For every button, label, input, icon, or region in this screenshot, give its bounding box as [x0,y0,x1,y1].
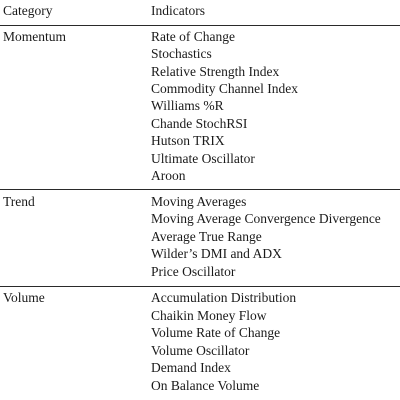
indicator-item: On Balance Volume [151,378,260,393]
header-rule [0,25,400,26]
indicator-item: Accumulation Distribution [151,290,297,305]
indicator-item: Aroon [151,168,186,183]
category-momentum: Momentum [3,29,66,44]
indicator-item: Demand Index [151,360,231,375]
group-rule [0,189,400,190]
indicator-item: Chande StochRSI [151,116,248,131]
group-rule [0,286,400,287]
indicator-item: Price Oscillator [151,264,236,279]
indicator-item: Relative Strength Index [151,64,280,79]
indicator-item: Volume Oscillator [151,343,250,358]
category-volume: Volume [3,290,45,305]
indicator-item: Williams %R [151,98,224,113]
indicator-item: Rate of Change [151,29,235,44]
indicator-item: Hutson TRIX [151,133,225,148]
indicator-item: Volume Rate of Change [151,325,281,340]
indicator-item: Chaikin Money Flow [151,308,267,323]
category-trend: Trend [3,194,35,209]
indicator-item: Moving Average Convergence Divergence [151,211,381,226]
indicator-item: Wilder’s DMI and ADX [151,246,282,261]
header-indicators: Indicators [151,3,205,18]
indicator-item: Commodity Channel Index [151,81,298,96]
indicator-item: Ultimate Oscillator [151,151,255,166]
indicator-item: Average True Range [151,229,262,244]
indicator-item: Stochastics [151,46,212,61]
header-category: Category [3,3,53,18]
indicator-item: Moving Averages [151,194,247,209]
